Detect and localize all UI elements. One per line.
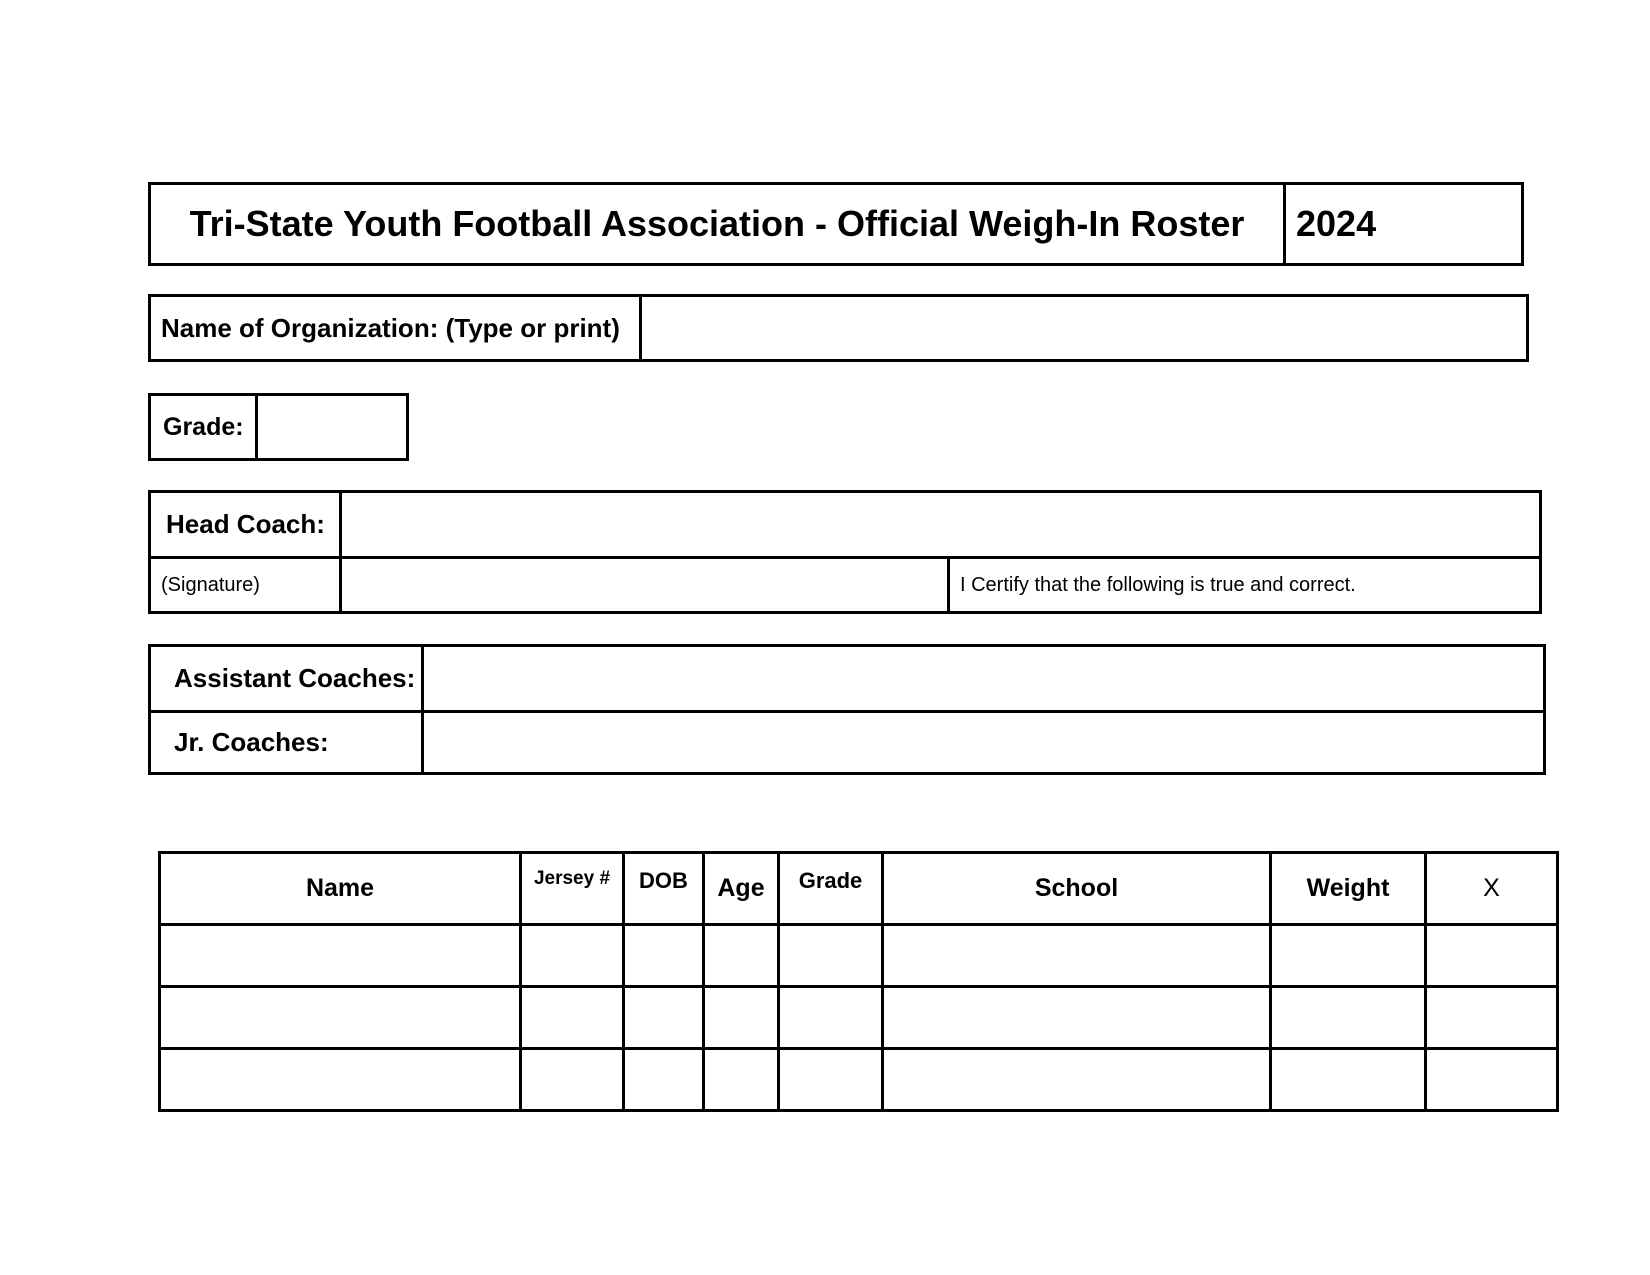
jr-coaches-field[interactable] bbox=[424, 713, 1543, 772]
signature-field[interactable] bbox=[342, 559, 947, 611]
column-header-age: Age bbox=[704, 853, 779, 925]
column-header-x: X bbox=[1426, 853, 1558, 925]
name-cell[interactable] bbox=[160, 1049, 521, 1111]
weight-cell[interactable] bbox=[1271, 1049, 1426, 1111]
grade-cell[interactable] bbox=[779, 1049, 883, 1111]
school-cell[interactable] bbox=[883, 1049, 1271, 1111]
head-coach-field[interactable] bbox=[342, 493, 1539, 556]
head-coach-label: Head Coach: bbox=[166, 509, 325, 539]
organization-label: Name of Organization: (Type or print) bbox=[161, 312, 620, 343]
grade-label: Grade: bbox=[163, 412, 244, 441]
column-header-dob: DOB bbox=[624, 853, 704, 925]
head-coach-section bbox=[148, 490, 1542, 614]
column-header-grade: Grade bbox=[779, 853, 883, 925]
x-cell[interactable] bbox=[1426, 987, 1558, 1049]
x-cell[interactable] bbox=[1426, 1049, 1558, 1111]
grade-cell[interactable] bbox=[779, 987, 883, 1049]
age-cell[interactable] bbox=[704, 987, 779, 1049]
weight-cell[interactable] bbox=[1271, 925, 1426, 987]
jr-coaches-label: Jr. Coaches: bbox=[174, 727, 329, 757]
table-row bbox=[160, 925, 1558, 987]
season-year: 2024 bbox=[1296, 203, 1377, 244]
weight-cell[interactable] bbox=[1271, 987, 1426, 1049]
column-header-weight: Weight bbox=[1271, 853, 1426, 925]
x-cell[interactable] bbox=[1426, 925, 1558, 987]
grade-cell[interactable] bbox=[779, 925, 883, 987]
dob-cell[interactable] bbox=[624, 1049, 704, 1111]
name-cell[interactable] bbox=[160, 925, 521, 987]
name-cell[interactable] bbox=[160, 987, 521, 1049]
grade-row bbox=[148, 393, 409, 461]
school-cell[interactable] bbox=[883, 925, 1271, 987]
assistant-coaches-section bbox=[148, 644, 1546, 775]
jersey-cell[interactable] bbox=[521, 987, 624, 1049]
assistant-coaches-field[interactable] bbox=[424, 647, 1543, 710]
school-cell[interactable] bbox=[883, 987, 1271, 1049]
dob-cell[interactable] bbox=[624, 987, 704, 1049]
jersey-cell[interactable] bbox=[521, 925, 624, 987]
age-cell[interactable] bbox=[704, 925, 779, 987]
age-cell[interactable] bbox=[704, 1049, 779, 1111]
table-row bbox=[160, 1049, 1558, 1111]
roster-table bbox=[158, 851, 1559, 1112]
table-row bbox=[160, 987, 1558, 1049]
column-header-name: Name bbox=[160, 853, 521, 925]
table-header-row bbox=[160, 853, 1558, 925]
organization-field[interactable] bbox=[642, 297, 1526, 359]
certification-text: I Certify that the following is true and correct. bbox=[960, 573, 1356, 596]
jersey-cell[interactable] bbox=[521, 1049, 624, 1111]
organization-row bbox=[148, 294, 1529, 362]
form-title: Tri-State Youth Football Association - Official Weigh-In Roster bbox=[189, 203, 1245, 244]
grade-field[interactable] bbox=[258, 396, 406, 458]
signature-label: (Signature) bbox=[161, 573, 260, 596]
column-header-school: School bbox=[883, 853, 1271, 925]
assistant-coaches-label: Assistant Coaches: bbox=[174, 663, 416, 693]
roster-title-box bbox=[148, 182, 1524, 266]
dob-cell[interactable] bbox=[624, 925, 704, 987]
column-header-jersey: Jersey # bbox=[521, 853, 624, 925]
